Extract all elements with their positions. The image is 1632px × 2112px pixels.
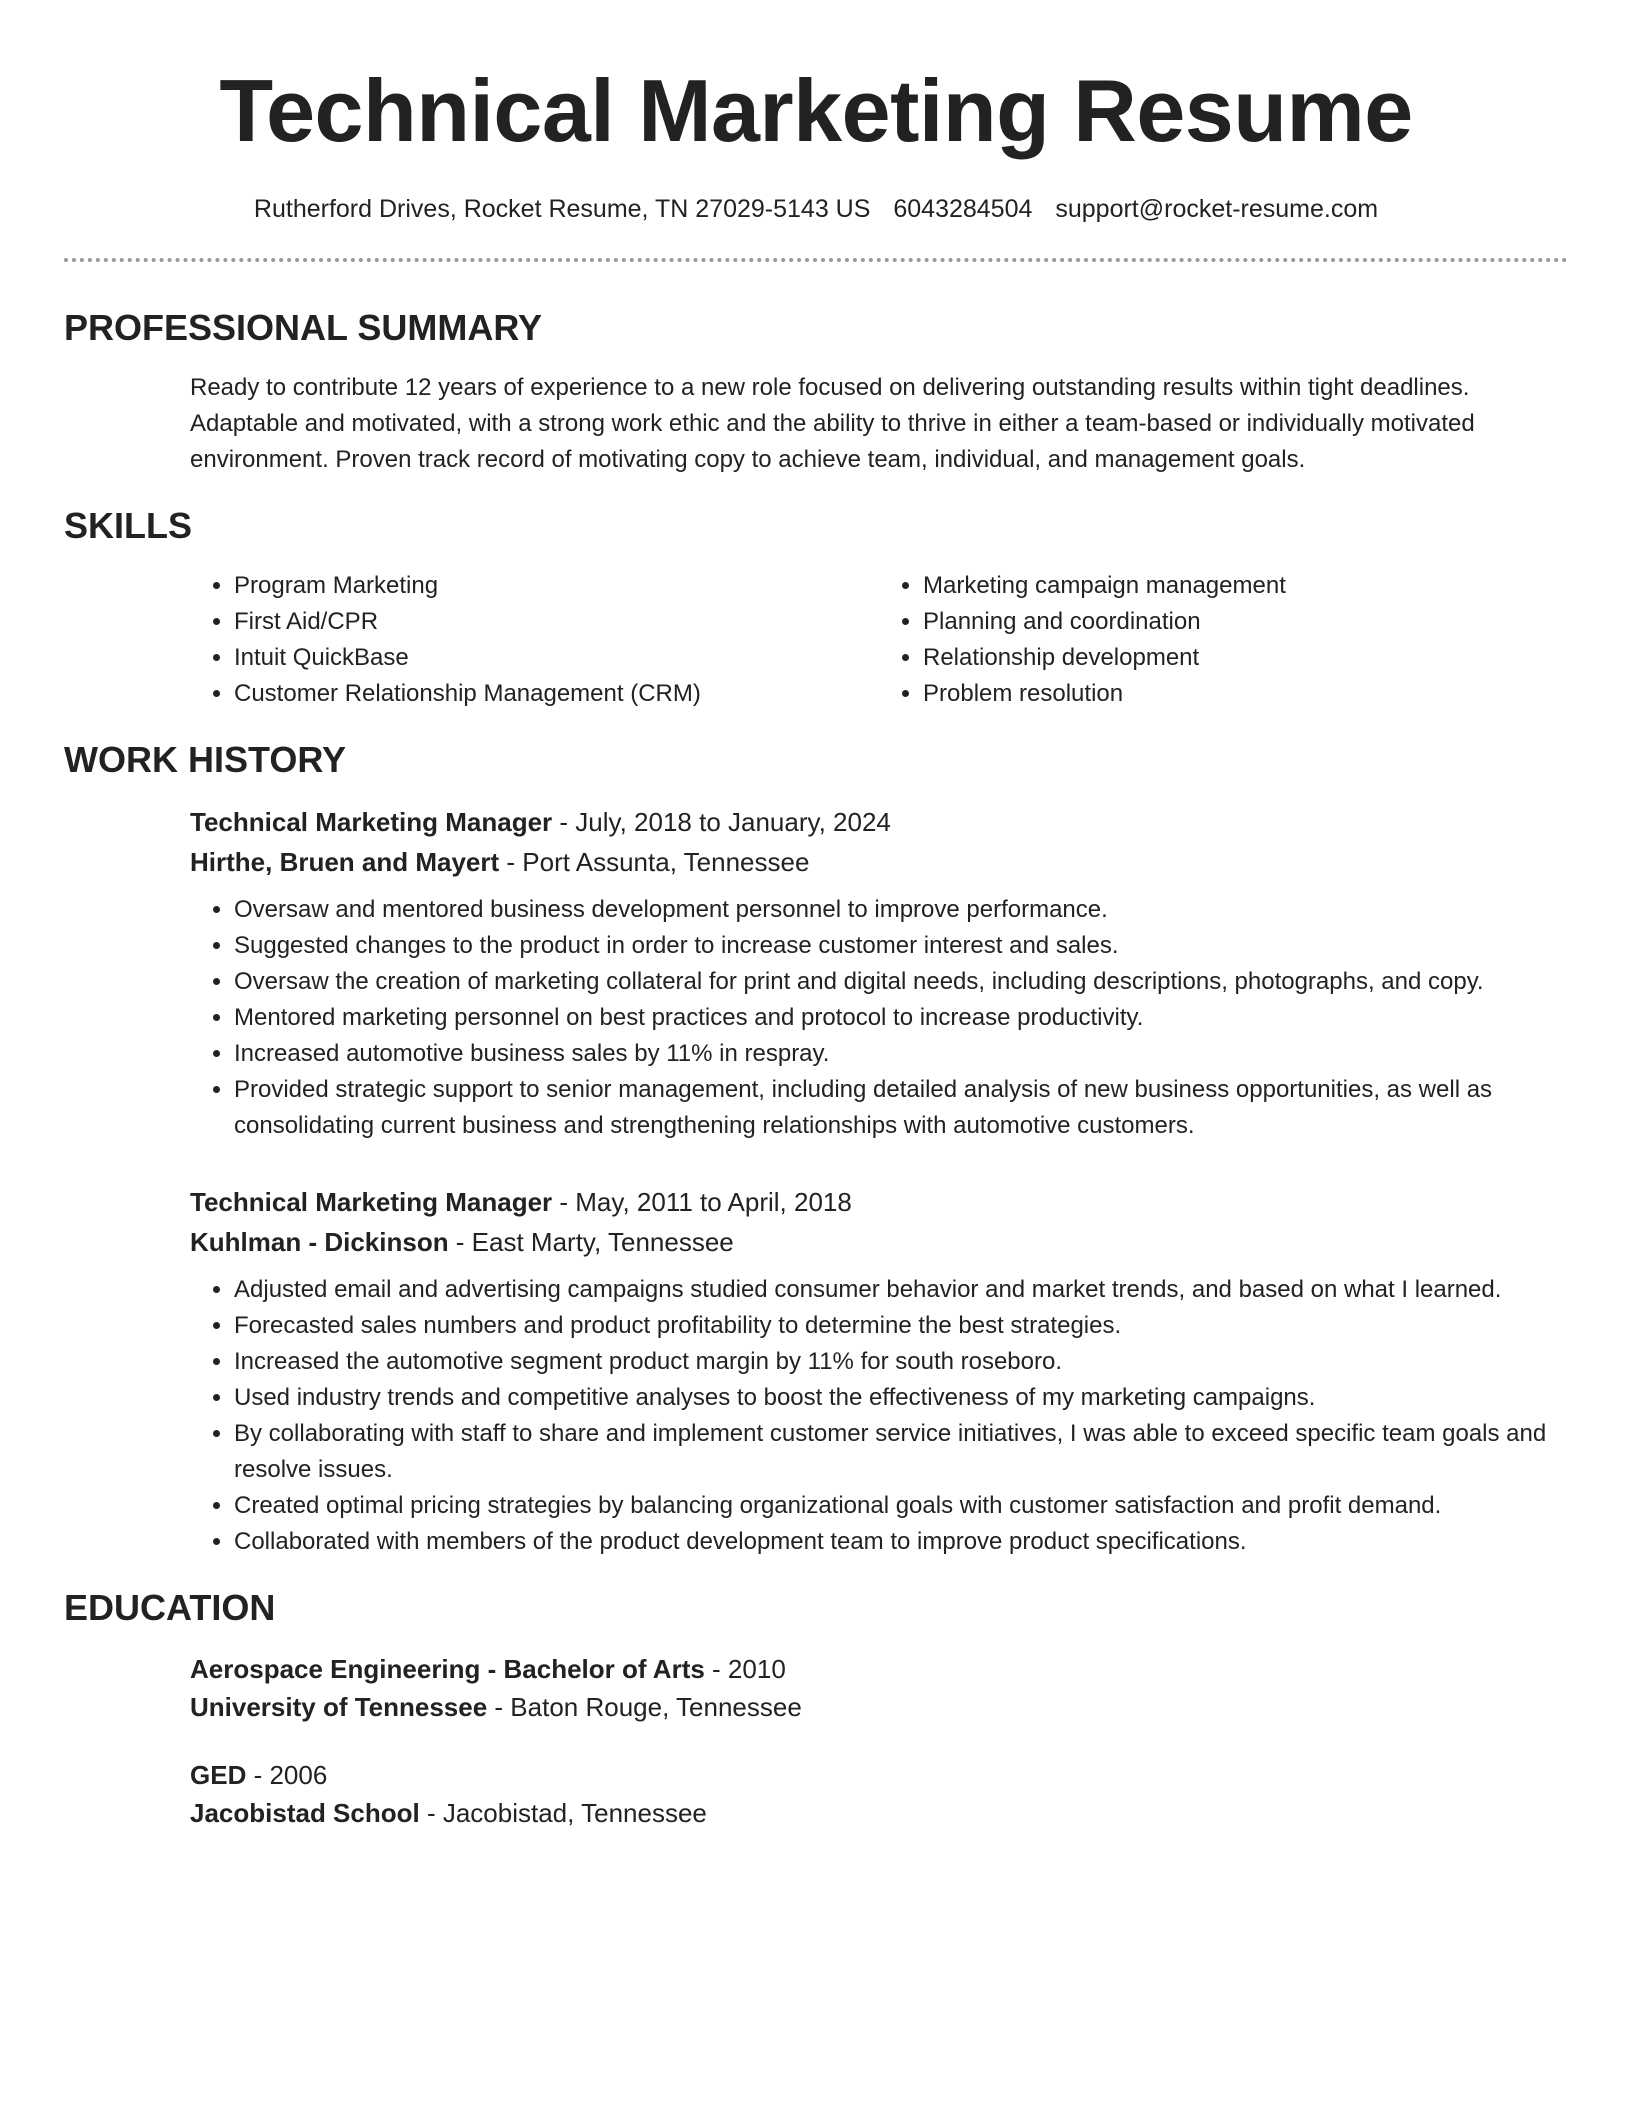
skill-item: • First Aid/CPR <box>234 604 879 640</box>
job-bullets <box>190 1272 1568 1560</box>
education-location: - Jacobistad, Tennessee <box>419 1798 707 1828</box>
job-title-line <box>190 1182 1568 1222</box>
skill-item: • Relationship development <box>923 640 1568 676</box>
skills-heading: SKILLS <box>64 505 193 546</box>
education-degree: Aerospace Engineering - Bachelor of Arts <box>190 1654 705 1684</box>
job-company: Hirthe, Bruen and Mayert <box>190 847 500 877</box>
job-dates: - July, 2018 to January, 2024 <box>552 807 891 837</box>
job-bullets <box>190 892 1568 1144</box>
skill-item: • Planning and coordination <box>923 604 1568 640</box>
education-location: - Baton Rouge, Tennessee <box>487 1692 802 1722</box>
education-year: - 2006 <box>246 1760 328 1790</box>
skills-column-right <box>879 568 1568 712</box>
job-bullet: • By collaborating with staff to share and implement customer service initiatives, I was able to exceed specific team goals and resolve issues. <box>234 1416 1568 1488</box>
job-entry <box>190 1182 1568 1560</box>
job-bullet: • Adjusted email and advertising campaigns studied consumer behavior and market trends, and based on what I learned. <box>234 1272 1568 1308</box>
job-title: Technical Marketing Manager <box>190 807 553 837</box>
education-entry <box>190 1650 1568 1726</box>
job-location: - Port Assunta, Tennessee <box>499 847 810 877</box>
skill-item: • Marketing campaign management <box>923 568 1568 604</box>
education-year: - 2010 <box>704 1654 786 1684</box>
job-bullet: • Forecasted sales numbers and product profitability to determine the best strategies. <box>234 1308 1568 1344</box>
education-school-line <box>190 1794 1568 1832</box>
contact-phone: 6043284504 <box>893 195 1033 223</box>
job-company-line <box>190 842 1568 882</box>
job-bullet: • Increased the automotive segment product margin by 11% for south roseboro. <box>234 1344 1568 1380</box>
job-bullet: • Used industry trends and competitive analyses to boost the effectiveness of my marketing campaigns. <box>234 1380 1568 1416</box>
contact-address: Rutherford Drives, Rocket Resume, TN 27029-5143 US <box>253 195 871 223</box>
education-school: University of Tennessee <box>190 1692 488 1722</box>
job-bullet: • Collaborated with members of the product development team to improve product specifications. <box>234 1524 1568 1560</box>
education-school: Jacobistad School <box>190 1798 420 1828</box>
job-bullet: • Mentored marketing personnel on best practices and protocol to increase productivity. <box>234 1000 1568 1036</box>
contact-email: support@rocket-resume.com <box>1055 195 1379 223</box>
education-entry <box>190 1756 1568 1832</box>
skills-column-left <box>190 568 879 712</box>
summary-heading: PROFESSIONAL SUMMARY <box>64 307 543 348</box>
education-degree-line <box>190 1756 1568 1794</box>
contact-line <box>64 192 1568 226</box>
work-history-heading: WORK HISTORY <box>64 739 347 780</box>
skill-item: • Program Marketing <box>234 568 879 604</box>
skill-item: • Problem resolution <box>923 676 1568 712</box>
education-degree-line <box>190 1650 1568 1688</box>
header-divider <box>64 258 1568 262</box>
resume-title: Technical Marketing Resume <box>219 61 1413 160</box>
skill-item: • Customer Relationship Management (CRM) <box>234 676 879 712</box>
job-dates: - May, 2011 to April, 2018 <box>552 1187 852 1217</box>
summary-text: Ready to contribute 12 years of experience to a new role focused on delivering outstanding results within tight deadlines. Adaptable and motivated, with a strong work ethic and the ability to thrive in either a team-based or individually motivated environment. Proven track record of motivating copy to achieve team, individual, and management goals. <box>190 374 1475 473</box>
job-bullet: • Created optimal pricing strategies by balancing organizational goals with customer satisfaction and profit demand. <box>234 1488 1568 1524</box>
job-company-line <box>190 1222 1568 1262</box>
job-location: - East Marty, Tennessee <box>448 1227 734 1257</box>
education-degree: GED <box>190 1760 247 1790</box>
job-entry <box>190 802 1568 1144</box>
job-title: Technical Marketing Manager <box>190 1187 553 1217</box>
education-heading: EDUCATION <box>64 1587 276 1628</box>
skill-item: • Intuit QuickBase <box>234 640 879 676</box>
education-school-line <box>190 1688 1568 1726</box>
job-bullet: • Oversaw and mentored business development personnel to improve performance. <box>234 892 1568 928</box>
job-bullet: • Provided strategic support to senior management, including detailed analysis of new business opportunities, as well as consolidating current business and strengthening relationships with automotive customers. <box>234 1072 1568 1144</box>
skills-list <box>190 568 1568 712</box>
job-title-line <box>190 802 1568 842</box>
job-bullet: • Suggested changes to the product in order to increase customer interest and sales. <box>234 928 1568 964</box>
job-bullet: • Increased automotive business sales by 11% in respray. <box>234 1036 1568 1072</box>
job-bullet: • Oversaw the creation of marketing collateral for print and digital needs, including descriptions, photographs, and copy. <box>234 964 1568 1000</box>
job-company: Kuhlman - Dickinson <box>190 1227 449 1257</box>
